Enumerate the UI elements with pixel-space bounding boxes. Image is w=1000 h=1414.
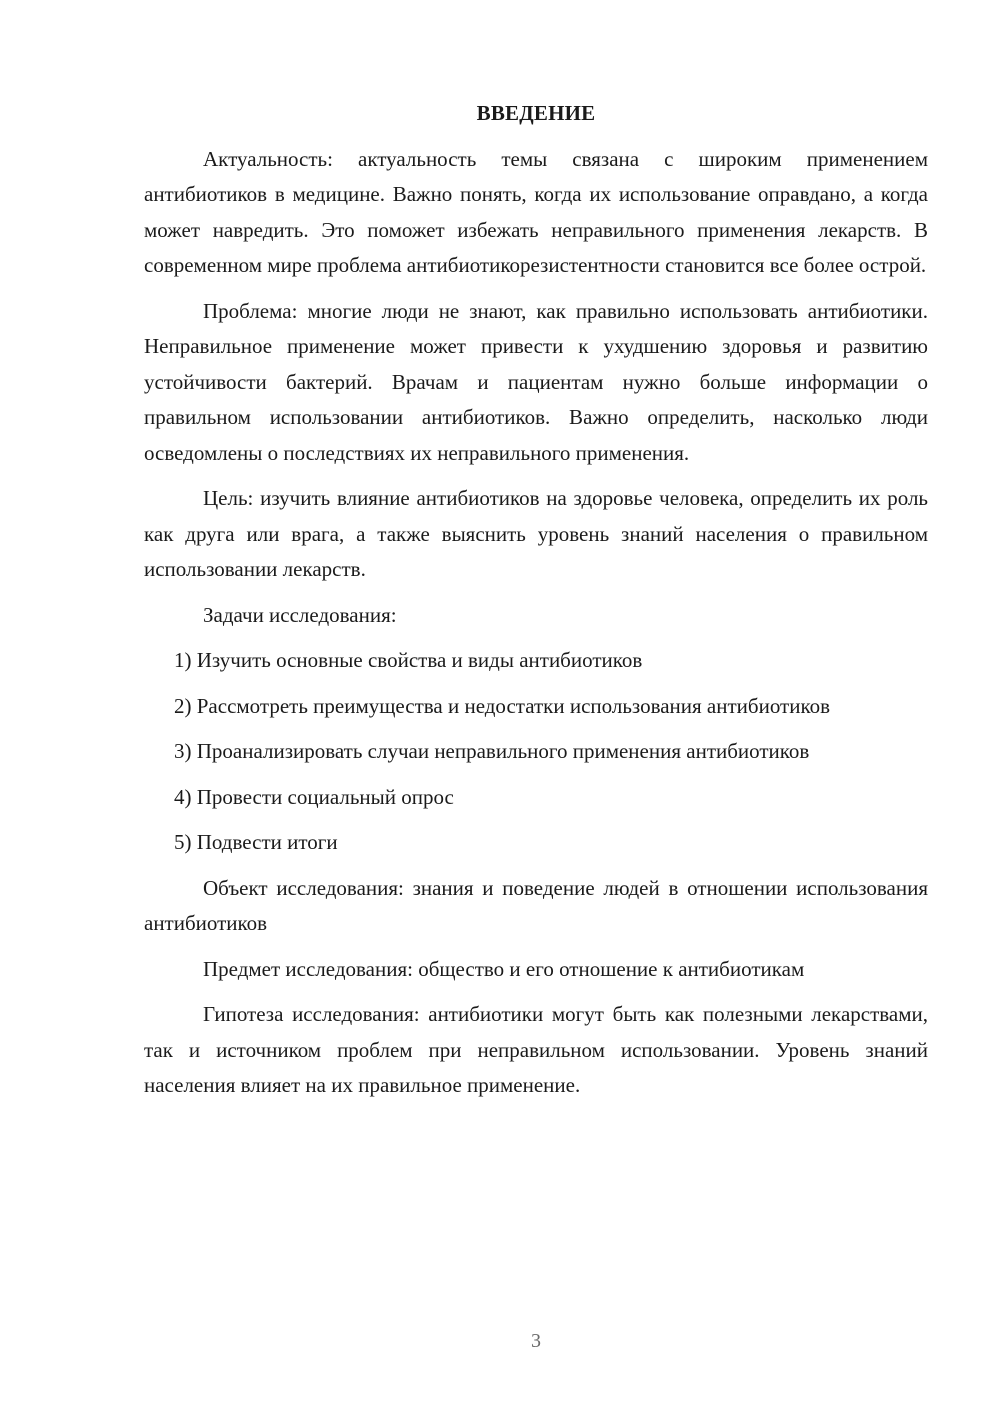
task-item-1: 1) Изучить основные свойства и виды антибиотиков — [174, 648, 643, 672]
paragraph-relevance: Актуальность: актуальность темы связана с широким применением антибиотиков в медицине. Важно понять, когда их использование оправдано, а когда может навредить. Это поможет избежать неправильного применения лекарств. В современном мире проблема антибиотикорезистентности становится все более острой. — [144, 146, 928, 277]
task-item-3: 3) Проанализировать случаи неправильного применения антибиотиков — [174, 739, 810, 763]
tasks-heading: Задачи исследования: — [203, 602, 397, 627]
paragraph-subject: Предмет исследования: общество и его отношение к антибиотикам — [203, 956, 805, 981]
page-number: 3 — [531, 1330, 541, 1352]
section-title: ВВЕДЕНИЕ — [476, 101, 596, 125]
paragraph-object: Объект исследования: знания и поведение людей в отношении использования антибиотиков — [144, 875, 928, 935]
task-item-4: 4) Провести социальный опрос — [174, 784, 454, 809]
paragraph-goal: Цель: изучить влияние антибиотиков на здоровье человека, определить их роль как друга или врага, а также выяснить уровень знаний населения о правильном использовании лекарств. — [144, 486, 928, 581]
task-item-2: 2) Рассмотреть преимущества и недостатки использования антибиотиков — [174, 693, 831, 718]
paragraph-problem: Проблема: многие люди не знают, как правильно использовать антибиотики. Неправильное применение может привести к ухудшению здоровья и развитию устойчивости бактерий. Врачам и пациентам нужно больше информации о правильном использовании антибиотиков. Важно определить, насколько люди осведомлены о последствиях их неправильного применения. — [144, 298, 928, 465]
task-item-5: 5) Подвести итоги — [174, 830, 338, 854]
document-page — [144, 96, 928, 1114]
paragraph-hypothesis: Гипотеза исследования: антибиотики могут быть как полезными лекарствами, так и источником проблем при неправильном использовании. Уровень знаний населения влияет на их правильное применение. — [144, 1002, 928, 1097]
